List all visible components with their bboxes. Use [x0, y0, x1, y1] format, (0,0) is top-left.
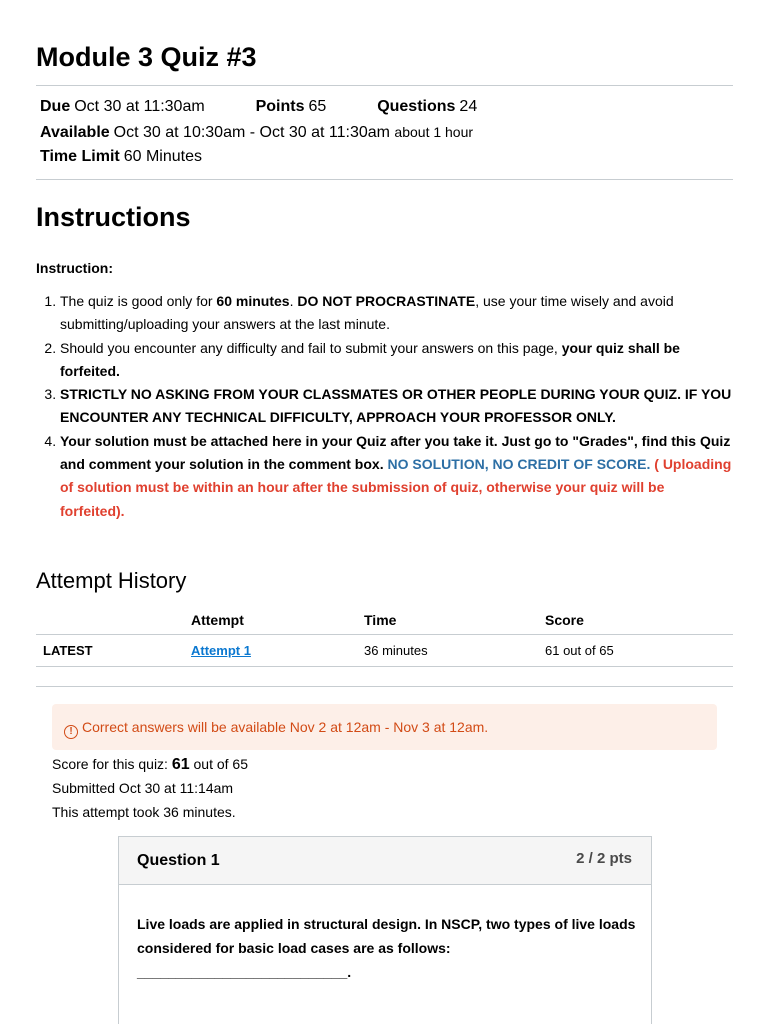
- instruction-emphasis: Your solution must be attached here in your Quiz after you take it. Just go to "Grades", find this Quiz and comment your solution in the comment box.: [60, 432, 731, 473]
- quiz-meta-row-3: [40, 147, 202, 167]
- question-1-card: [118, 836, 652, 1024]
- time-cell: 36 minutes: [364, 643, 428, 658]
- due-label: Due: [40, 98, 71, 115]
- divider: [36, 85, 733, 86]
- available-value: Oct 30 at 10:30am - Oct 30 at 11:30am: [113, 124, 390, 141]
- attempt-duration: This attempt took 36 minutes.: [52, 804, 236, 820]
- quiz-meta-row-1: [40, 97, 477, 117]
- question-text: Live loads are applied in structural design. In NSCP, two types of live loads considered for basic load cases are as follows: ___________________________.: [137, 916, 636, 980]
- due-value: Oct 30 at 11:30am: [74, 98, 205, 115]
- questions-label: Questions: [377, 98, 456, 115]
- instructions-list: [60, 290, 732, 523]
- instruction-item: [60, 337, 732, 384]
- correct-answers-alert: [52, 704, 717, 750]
- instruction-text: , use your time wisely and avoid submitting/uploading your answers at the last minute.: [60, 293, 674, 333]
- instruction-emphasis: your quiz shall be forfeited.: [60, 339, 680, 379]
- available-label: Available: [40, 124, 110, 141]
- score-suffix: out of 65: [189, 756, 249, 772]
- points-value: 65: [308, 98, 327, 115]
- divider: [36, 179, 733, 180]
- question-title: Question 1: [137, 852, 220, 869]
- instruction-emphasis: 60 minutes: [216, 293, 290, 309]
- submitted-time: Submitted Oct 30 at 11:14am: [52, 780, 234, 796]
- score-value: 61: [171, 756, 190, 773]
- score-prefix: Score for this quiz:: [52, 756, 172, 772]
- time-limit-value: 60 Minutes: [123, 148, 202, 165]
- page-title: Module 3 Quiz #3: [36, 42, 257, 72]
- instruction-text: Should you encounter any difficulty and fail to submit your answers on this page,: [60, 339, 562, 356]
- instruction-emphasis: DO NOT PROCRASTINATE: [297, 293, 476, 309]
- column-header-score: Score: [545, 612, 584, 628]
- quiz-meta-row-2: [40, 122, 473, 143]
- time-limit-label: Time Limit: [40, 148, 120, 165]
- questions-value: 24: [459, 98, 478, 115]
- instruction-label: Instruction:: [36, 260, 113, 276]
- instruction-text: .: [289, 293, 298, 309]
- attempt-cell: [191, 643, 251, 658]
- no-solution-warning: NO SOLUTION, NO CREDIT OF SCORE.: [387, 456, 651, 473]
- instruction-item: [60, 290, 732, 337]
- quiz-score: [52, 754, 248, 775]
- divider: [36, 686, 733, 687]
- forfeit-warning: ( Uploading of solution must be within an hour after the submission of quiz, otherwise your quiz will be forfeited).: [60, 456, 732, 519]
- table-header-divider: [36, 634, 733, 635]
- latest-label: LATEST: [43, 643, 93, 658]
- score-cell: 61 out of 65: [545, 643, 614, 658]
- alert-text: Correct answers will be available Nov 2 at 12am - Nov 3 at 12am.: [82, 719, 489, 735]
- instructions-heading: Instructions: [36, 202, 191, 232]
- column-header-attempt: Attempt: [191, 612, 244, 628]
- instruction-emphasis: STRICTLY NO ASKING FROM YOUR CLASSMATES OR OTHER PEOPLE DURING YOUR QUIZ. IF YOU ENCOUNTER ANY TECHNICAL DIFFICULTY, APPROACH YOUR PROFESSOR ONLY.: [60, 386, 732, 426]
- attempt-history-heading: Attempt History: [36, 568, 187, 593]
- instruction-item: [60, 383, 732, 430]
- exclamation-circle-icon: !: [64, 725, 78, 739]
- attempt-1-link[interactable]: Attempt 1: [191, 643, 251, 658]
- points-label: Points: [255, 98, 305, 115]
- question-points: 2 / 2 pts: [576, 850, 632, 867]
- instruction-text: The quiz is good only for: [60, 293, 217, 309]
- available-note: about 1 hour: [394, 124, 474, 140]
- question-header: [119, 837, 651, 885]
- instruction-item: [60, 430, 732, 523]
- column-header-time: Time: [364, 612, 397, 628]
- table-row-divider: [36, 666, 733, 667]
